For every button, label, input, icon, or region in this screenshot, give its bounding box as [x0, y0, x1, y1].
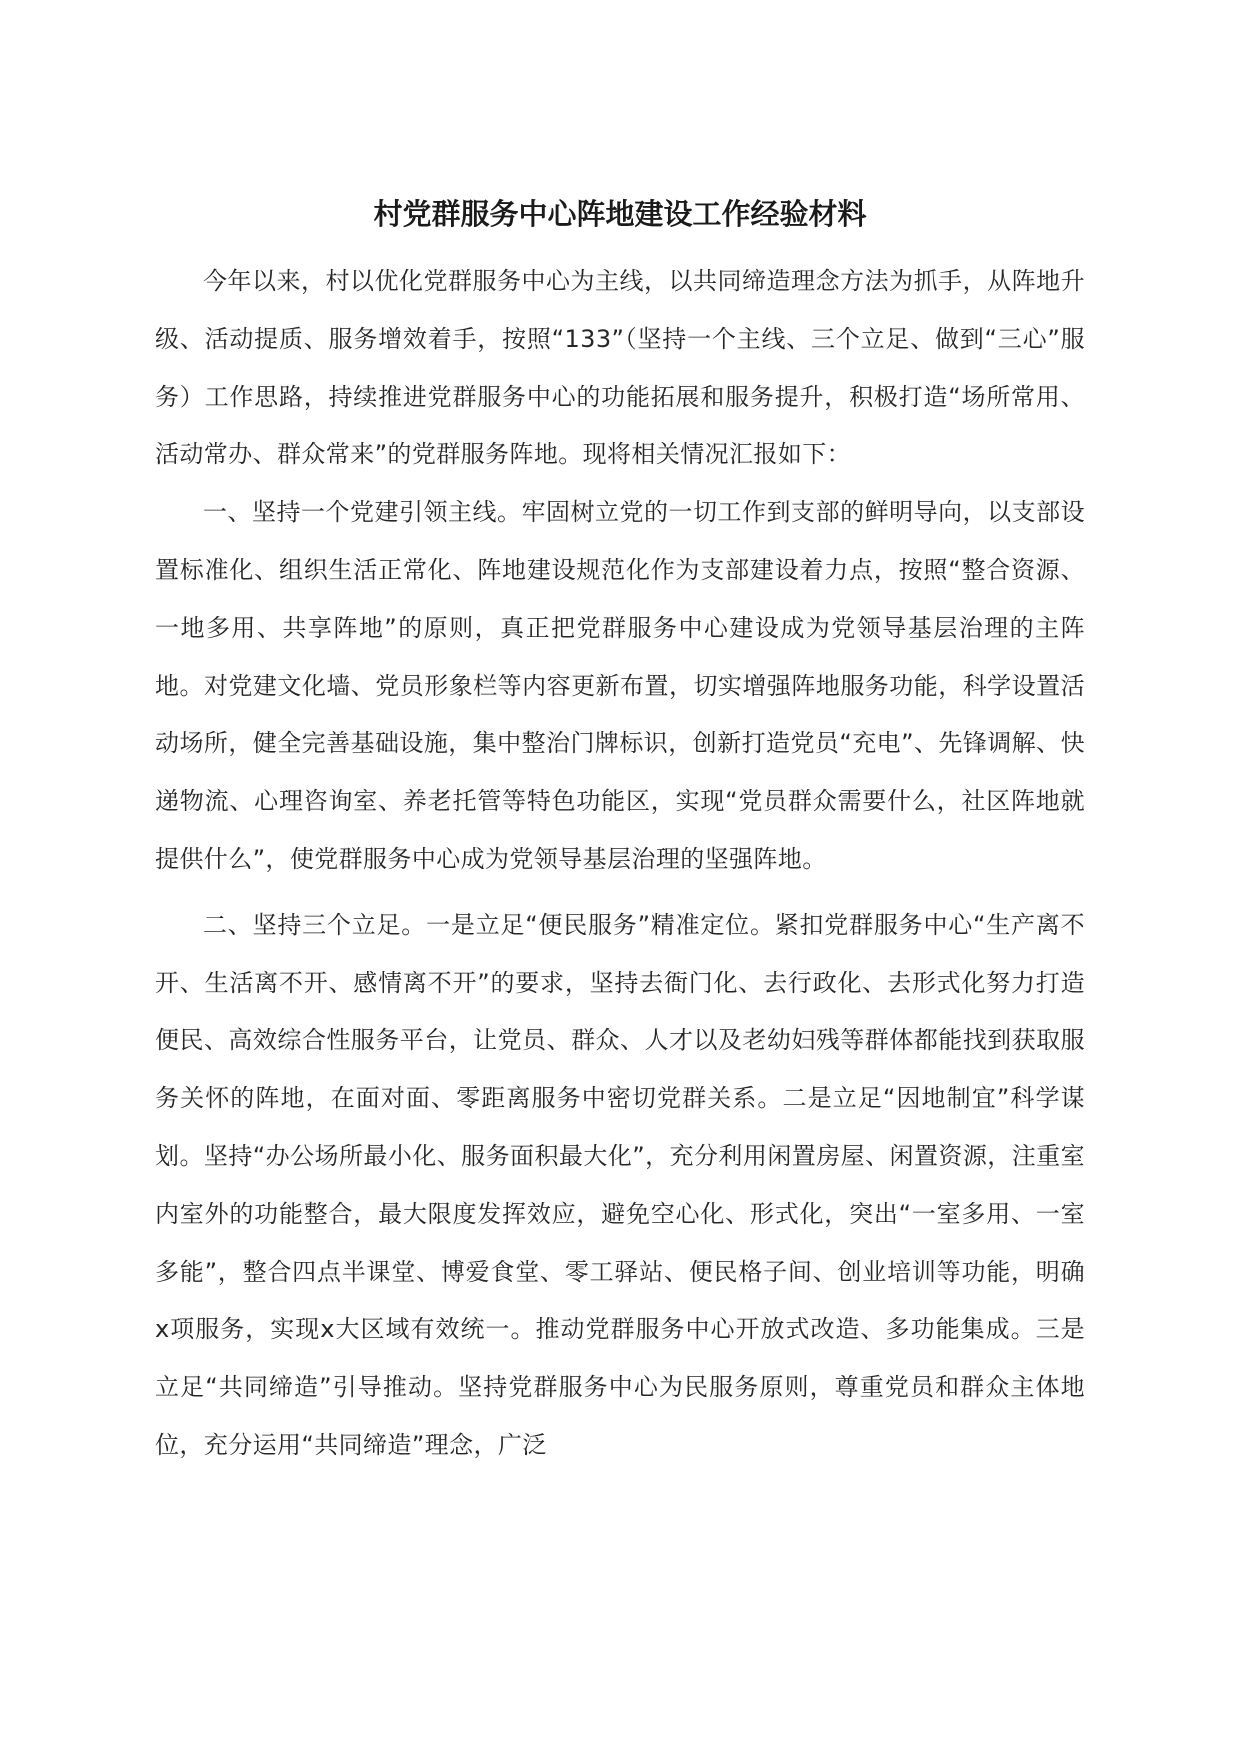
paragraph-intro: 今年以来，村以优化党群服务中心为主线，以共同缔造理念方法为抓手，从阵地升级、活动提质、服务增效着手，按照“133”（坚持一个主线、三个立足、做到“三心”服务）工作思路，持续推进党群服务中心的功能拓展和服务提升，积极打造“场所常用、活动常办、群众常来”的党群服务阵地。现将相关情况汇报如下：	[155, 267, 1085, 469]
paragraph-section-2: 二、坚持三个立足。一是立足“便民服务”精准定位。紧扣党群服务中心“生产离不开、生活离不开、感情离不开”的要求，坚持去衙门化、去行政化、去形式化努力打造便民、高效综合性服务平台，让党员、群众、人才以及老幼妇残等群体都能找到获取服务关怀的阵地，在面对面、零距离服务中密切党群关系。二是立足“因地制宜”科学谋划。坚持“办公场所最小化、服务面积最大化”，充分利用闲置房屋、闲置资源，注重室内室外的功能整合，最大限度发挥效应，避免空心化、形式化，突出“一室多用、一室多能”，整合四点半课堂、博爱食堂、零工驿站、便民格子间、创业培训等功能，明确x项服务，实现x大区域有效统一。推动党群服务中心开放式改造、多功能集成。三是立足“共同缔造”引导推动。坚持党群服务中心为民服务原则，尊重党员和群众主体地位，充分运用“共同缔造”理念，广泛	[155, 910, 1085, 1459]
paragraph-section-1: 一、坚持一个党建引领主线。牢固树立党的一切工作到支部的鲜明导向，以支部设置标准化、组织生活正常化、阵地建设规范化作为支部建设着力点，按照“整合资源、一地多用、共享阵地”的原则，真正把党群服务中心建设成为党领导基层治理的主阵地。对党建文化墙、党员形象栏等内容更新布置，切实增强阵地服务功能，科学设置活动场所，健全完善基础设施，集中整治门牌标识，创新打造党员“充电”、先锋调解、快递物流、心理咨询室、养老托管等特色功能区，实现“党员群众需要什么，社区阵地就提供什么”，使党群服务中心成为党领导基层治理的坚强阵地。	[155, 498, 1085, 873]
paragraph-spacer	[155, 889, 1085, 897]
document-title: 村党群服务中心阵地建设工作经验材料	[373, 197, 867, 231]
document-body	[155, 253, 1085, 1475]
